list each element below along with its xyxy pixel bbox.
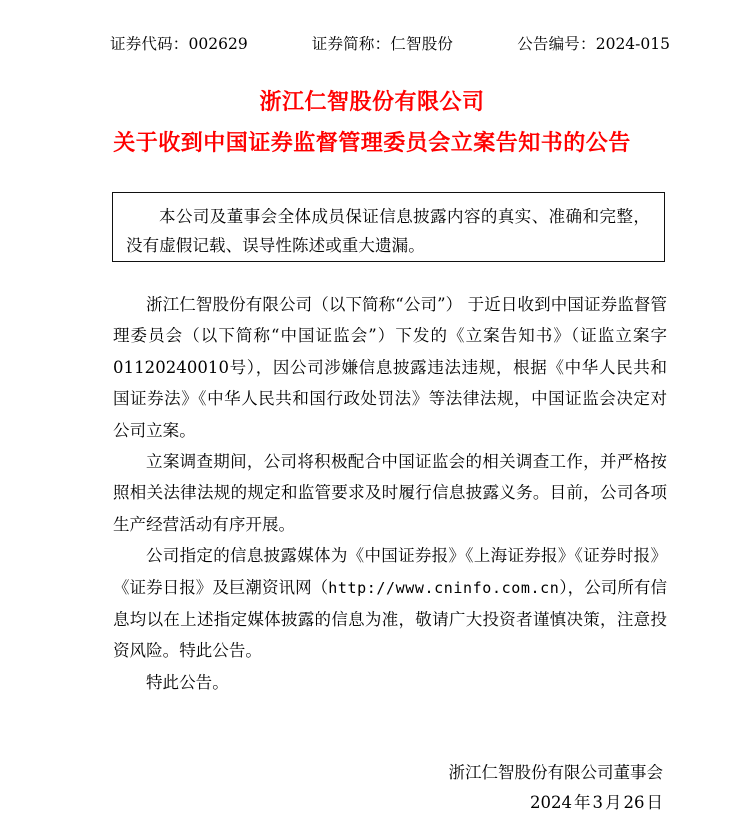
signature-year: 2024 — [530, 793, 572, 812]
paragraph-filing-notice: 浙江仁智股份有限公司（以下简称“公司”） 于近日收到中国证券监督管理委员会（以下简称“中国证监会”）下发的《立案告知书》（证监立案字01120240010号），因公司涉嫌信息披露违法违规，根据《中华人民共和国证券法》《中华人民共和国行政处罚法》等法律法规，中国证监会决定对公司立案。 — [113, 295, 667, 440]
announcement-number-value: 2024-015 — [595, 35, 670, 53]
security-name-value: 仁智股份 — [390, 35, 454, 53]
signature-month: 3 — [592, 793, 603, 812]
announcement-body — [113, 289, 667, 698]
signature-year-unit: 年 — [574, 793, 591, 812]
signature-day-unit: 日 — [646, 793, 663, 812]
signature-company: 浙江仁智股份有限公司董事会 — [448, 763, 663, 782]
signature-date — [113, 788, 667, 818]
announcement-number-label: 公告编号： — [517, 35, 596, 53]
signature-month-unit: 月 — [605, 793, 622, 812]
paragraph-investigation-cooperation: 立案调查期间，公司将积极配合中国证监会的相关调查工作，并严格按照相关法律法规的规定和监管要求及时履行信息披露义务。目前，公司各项生产经营活动有序开展。 — [113, 452, 667, 534]
cninfo-url: http://www.cninfo.com.cn — [328, 578, 560, 597]
document-header — [110, 32, 670, 54]
security-code-value: 002629 — [188, 35, 248, 53]
security-name — [312, 32, 453, 54]
signature-day: 26 — [623, 793, 645, 812]
signature-block — [113, 758, 667, 818]
announcement-number — [517, 32, 670, 54]
paragraph-closing-notice: 特此公告。 — [146, 672, 229, 692]
paragraph-disclosure-media — [113, 540, 667, 667]
security-code — [110, 32, 248, 54]
disclaimer-box — [112, 192, 665, 262]
disclaimer-text: 本公司及董事会全体成员保证信息披露内容的真实、准确和完整，没有虚假记载、误导性陈述或重大遗漏。 — [126, 207, 650, 255]
security-code-label: 证券代码： — [110, 35, 189, 53]
disclosure-media-text: 公司指定的信息披露媒体为《中国证券报》《上海证券报》《证券时报》《证券日报》及巨潮资讯网（ — [113, 546, 667, 597]
announcement-title: 关于收到中国证券监督管理委员会立案告知书的公告 — [113, 131, 631, 156]
company-title: 浙江仁智股份有限公司 — [259, 90, 485, 115]
security-name-label: 证券简称： — [311, 35, 391, 53]
disclosure-media-tail: ），公司所有信息均以在上述指定媒体披露的信息为准，敬请广大投资者谨慎决策，注意投资风险。特此公告。 — [113, 577, 667, 661]
